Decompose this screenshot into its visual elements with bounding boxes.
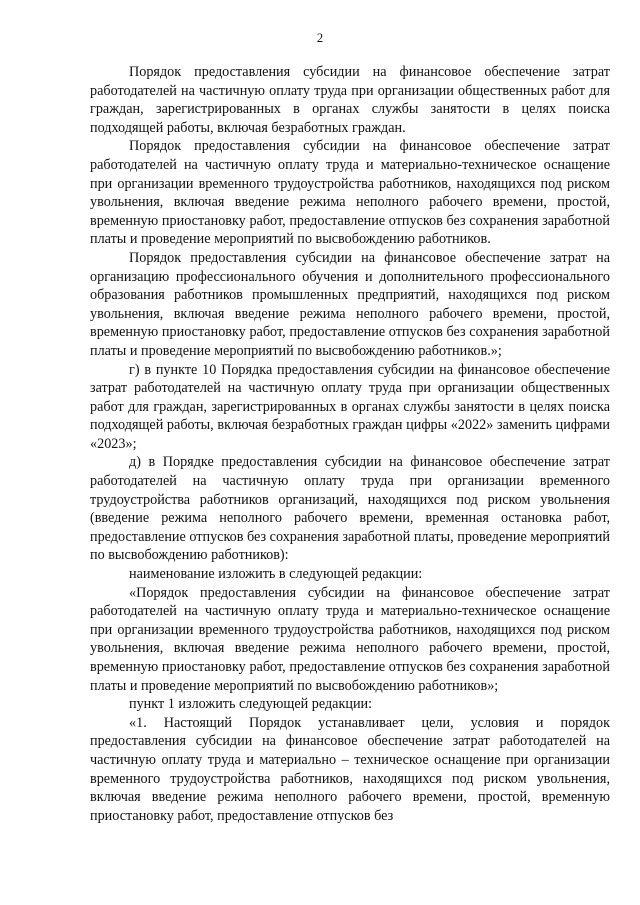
document-body bbox=[90, 63, 610, 825]
paragraph-point1-text: «1. Настоящий Порядок устанавливает цели, условия и порядок предоставления субсидии на финансовое обеспечение затрат работодателей на частичную оплату труда и материально – техническое оснащение при организации временного трудоустройства работников, находящихся под риском увольнения, включая введение режима неполного рабочего времени, простой, временную приостановку работ, предоставление отпусков без bbox=[90, 714, 610, 824]
paragraph-item-g: г) в пункте 10 Порядка предоставления субсидии на финансовое обеспечение затрат работодателей на частичную оплату труда при организации общественных работ для граждан, зарегистрированных в органах службы занятости в целях поиска подходящей работы, включая безработных граждан цифры «2022» заменить цифрами «2023»; bbox=[90, 361, 610, 452]
paragraph-order-professional-training: Порядок предоставления субсидии на финансовое обеспечение затрат на организацию профессионального обучения и дополнительного профессионального образования работников промышленных предприятий, находящихся под риском увольнения, включая введение режима неполного рабочего времени, простой, временную приостановку работ, предоставление отпусков без сохранения заработной платы и проведение мероприятий по высвобождению работников.»; bbox=[90, 249, 610, 359]
page-number: 2 bbox=[316, 31, 324, 45]
paragraph-order-temporary-employment: Порядок предоставления субсидии на финансовое обеспечение затрат работодателей на частичную оплату труда и материально-техническое оснащение при организации временного трудоустройства работников, находящихся под риском увольнения, включая введение режима неполного рабочего времени, простой, временную приостановку работ, предоставление отпусков без сохранения заработной платы и проведение мероприятий по высвобождению работников. bbox=[90, 138, 610, 248]
paragraph-order-public-works: Порядок предоставления субсидии на финансовое обеспечение затрат работодателей на частичную оплату труда при организации общественных работ для граждан, зарегистрированных в органах службы занятости в целях поиска подходящей работы, включая безработных граждан. bbox=[90, 64, 610, 136]
paragraph-title-change: наименование изложить в следующей редакции: bbox=[129, 566, 423, 583]
paragraph-item-d: д) в Порядке предоставления субсидии на финансовое обеспечение затрат работодателей на частичную оплату труда при организации временного трудоустройства работников организаций, находящихся под риском увольнения (введение режима неполного рабочего времени, временная остановка работ, предоставление отпусков без сохранения заработной платы, проведение мероприятий по высвобождению работников): bbox=[90, 454, 610, 564]
paragraph-new-title: «Порядок предоставления субсидии на финансовое обеспечение затрат работодателей на частичную оплату труда и материально-техническое оснащение при организации временного трудоустройства работников, находящихся под риском увольнения, включая введение режима неполного рабочего времени, простой, временную приостановку работ, предоставление отпусков без сохранения заработной платы и проведение мероприятий по высвобождению работников»; bbox=[90, 584, 610, 694]
paragraph-point1-change: пункт 1 изложить следующей редакции: bbox=[129, 696, 373, 713]
